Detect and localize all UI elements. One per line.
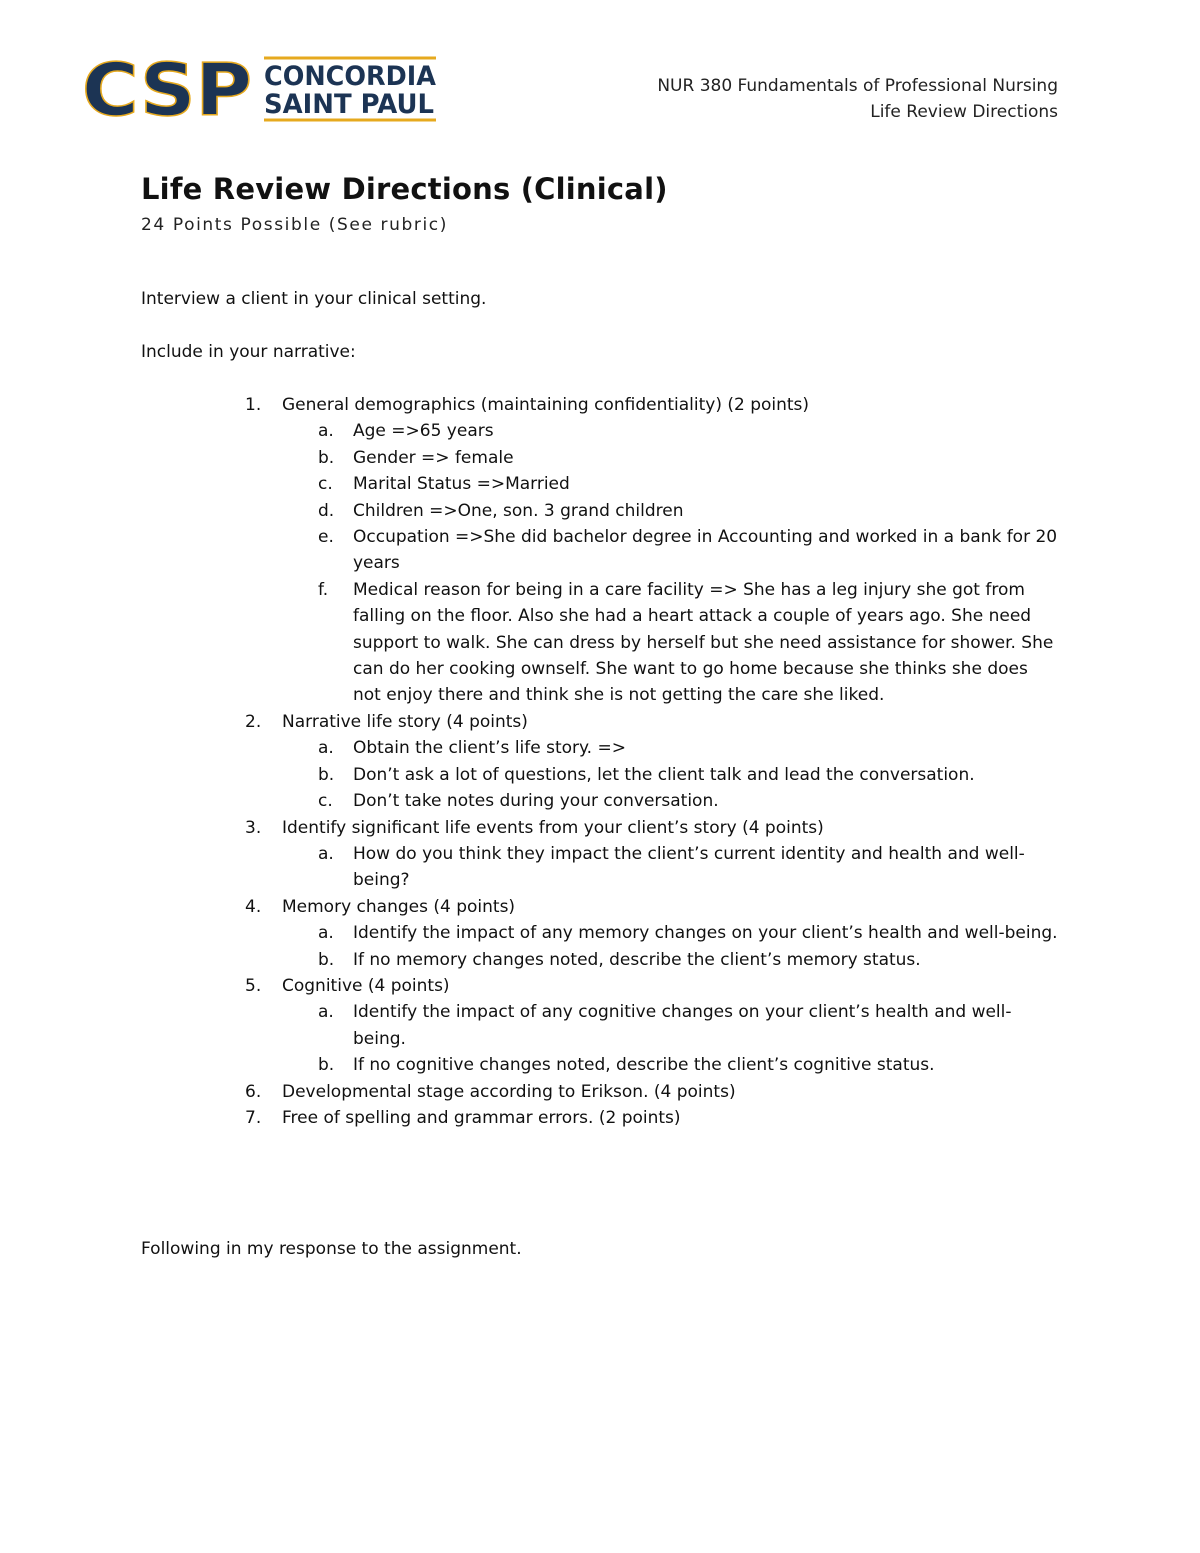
list-item-text: Free of spelling and grammar errors. (2 points)	[282, 1107, 681, 1128]
csp-logo	[82, 54, 438, 124]
sub-list-item-letter: a.	[318, 1002, 334, 1023]
list-item-number: 6.	[245, 1081, 262, 1102]
running-header	[657, 73, 1058, 125]
sub-list-item	[141, 762, 1061, 788]
sub-list-item-letter: a.	[318, 843, 334, 864]
sub-list-item	[141, 735, 1061, 761]
list-item-number: 4.	[245, 896, 262, 917]
list-item	[141, 973, 1061, 999]
list-item-number: 7.	[245, 1107, 262, 1128]
list-item	[141, 1079, 1061, 1105]
list-item	[141, 894, 1061, 920]
sub-list-item-text: Identify the impact of any memory changes on your client’s health and well-being.	[353, 923, 1058, 944]
list-item	[141, 815, 1061, 841]
list-item-number: 2.	[245, 711, 262, 732]
list-item-text: General demographics (maintaining confidentiality) (2 points)	[282, 395, 810, 415]
list-item-number: 3.	[245, 817, 262, 838]
sub-list-item-letter: a.	[318, 421, 334, 442]
closing-paragraph: Following in my response to the assignment.	[141, 1239, 522, 1259]
sub-list-item-text: Medical reason for being in a care facility => She has a leg injury she got from falling on the floor. Also she had a heart attack a couple of years ago. She need support to walk. She can dress by herself but she need assistance for shower. She can do her cooking ownself. She want to go home because she thinks she does not enjoy there and think she is not getting the care she liked.	[353, 579, 1054, 706]
sub-list-item	[141, 920, 1061, 946]
sub-list-item-letter: b.	[318, 447, 335, 468]
list-item	[141, 709, 1061, 735]
sub-list-item-letter: c.	[318, 791, 333, 812]
list-item-text: Identify significant life events from your client’s story (4 points)	[282, 817, 824, 838]
points-subtitle: 24 Points Possible (See rubric)	[141, 215, 448, 235]
list-item-number: 5.	[245, 975, 262, 996]
sub-list-item-text: If no cognitive changes noted, describe the client’s cognitive status.	[353, 1055, 935, 1076]
list-item-number: 1.	[245, 395, 262, 415]
sub-list-item	[141, 1052, 1061, 1078]
sub-list-item-text: Children =>One, son. 3 grand children	[353, 500, 684, 521]
sub-list-item-text: Marital Status =>Married	[353, 474, 570, 495]
sub-list-item	[141, 445, 1061, 471]
sub-list-item-letter: b.	[318, 1055, 335, 1076]
sub-list-item-letter: b.	[318, 764, 335, 785]
list-item	[141, 1105, 1061, 1131]
sub-list-item	[141, 418, 1061, 444]
sub-list-item-letter: c.	[318, 474, 333, 495]
sub-list-item-text: If no memory changes noted, describe the client’s memory status.	[353, 949, 921, 970]
sub-list-item	[141, 498, 1061, 524]
sub-list-item-text: Gender => female	[353, 447, 514, 468]
sub-list-item-text: Age =>65 years	[353, 421, 494, 442]
sub-list-item-letter: f.	[318, 579, 329, 600]
directions-list	[141, 392, 1061, 1131]
list-item-text: Memory changes (4 points)	[282, 896, 516, 917]
sub-list-item-text: Identify the impact of any cognitive changes on your client’s health and well-being.	[353, 1002, 1012, 1049]
sub-list-item	[141, 524, 1061, 577]
sub-list-item-text: Occupation =>She did bachelor degree in Accounting and worked in a bank for 20 years	[353, 527, 1058, 574]
list-item-text: Cognitive (4 points)	[282, 975, 450, 996]
sub-list-item-letter: a.	[318, 738, 334, 759]
page-title: Life Review Directions (Clinical)	[141, 172, 668, 206]
sub-list-item	[141, 471, 1061, 497]
list-item-text: Narrative life story (4 points)	[282, 711, 528, 732]
sub-list-item-letter: a.	[318, 923, 334, 944]
sub-list-item-letter: e.	[318, 527, 334, 548]
sub-list-item-letter: b.	[318, 949, 335, 970]
sub-list-item	[141, 999, 1061, 1052]
list-item	[141, 392, 1061, 418]
sub-list-item-text: Don’t take notes during your conversation.	[353, 791, 719, 812]
intro-paragraph: Include in your narrative:	[141, 342, 356, 362]
logo-name-line1: CONCORDIA	[264, 61, 437, 92]
sub-list-item-text: How do you think they impact the client’s current identity and health and well-being?	[353, 843, 1025, 891]
sub-list-item-text: Don’t ask a lot of questions, let the client talk and lead the conversation.	[353, 764, 975, 785]
sub-list-item	[141, 788, 1061, 814]
csp-logo-mark: CSP	[82, 54, 252, 124]
sub-list-item	[141, 577, 1061, 709]
logo-name-line2: SAINT PAUL	[264, 89, 434, 120]
sub-list-item-text: Obtain the client’s life story. =>	[353, 738, 626, 759]
document-label: Life Review Directions	[870, 102, 1058, 122]
sub-list-item-letter: d.	[318, 500, 335, 521]
sub-list-item	[141, 947, 1061, 973]
course-title: NUR 380 Fundamentals of Professional Nursing	[657, 76, 1058, 96]
sub-list-item	[141, 841, 1061, 894]
list-item-text: Developmental stage according to Erikson. (4 points)	[282, 1081, 736, 1102]
intro-paragraph: Interview a client in your clinical setting.	[141, 289, 487, 309]
